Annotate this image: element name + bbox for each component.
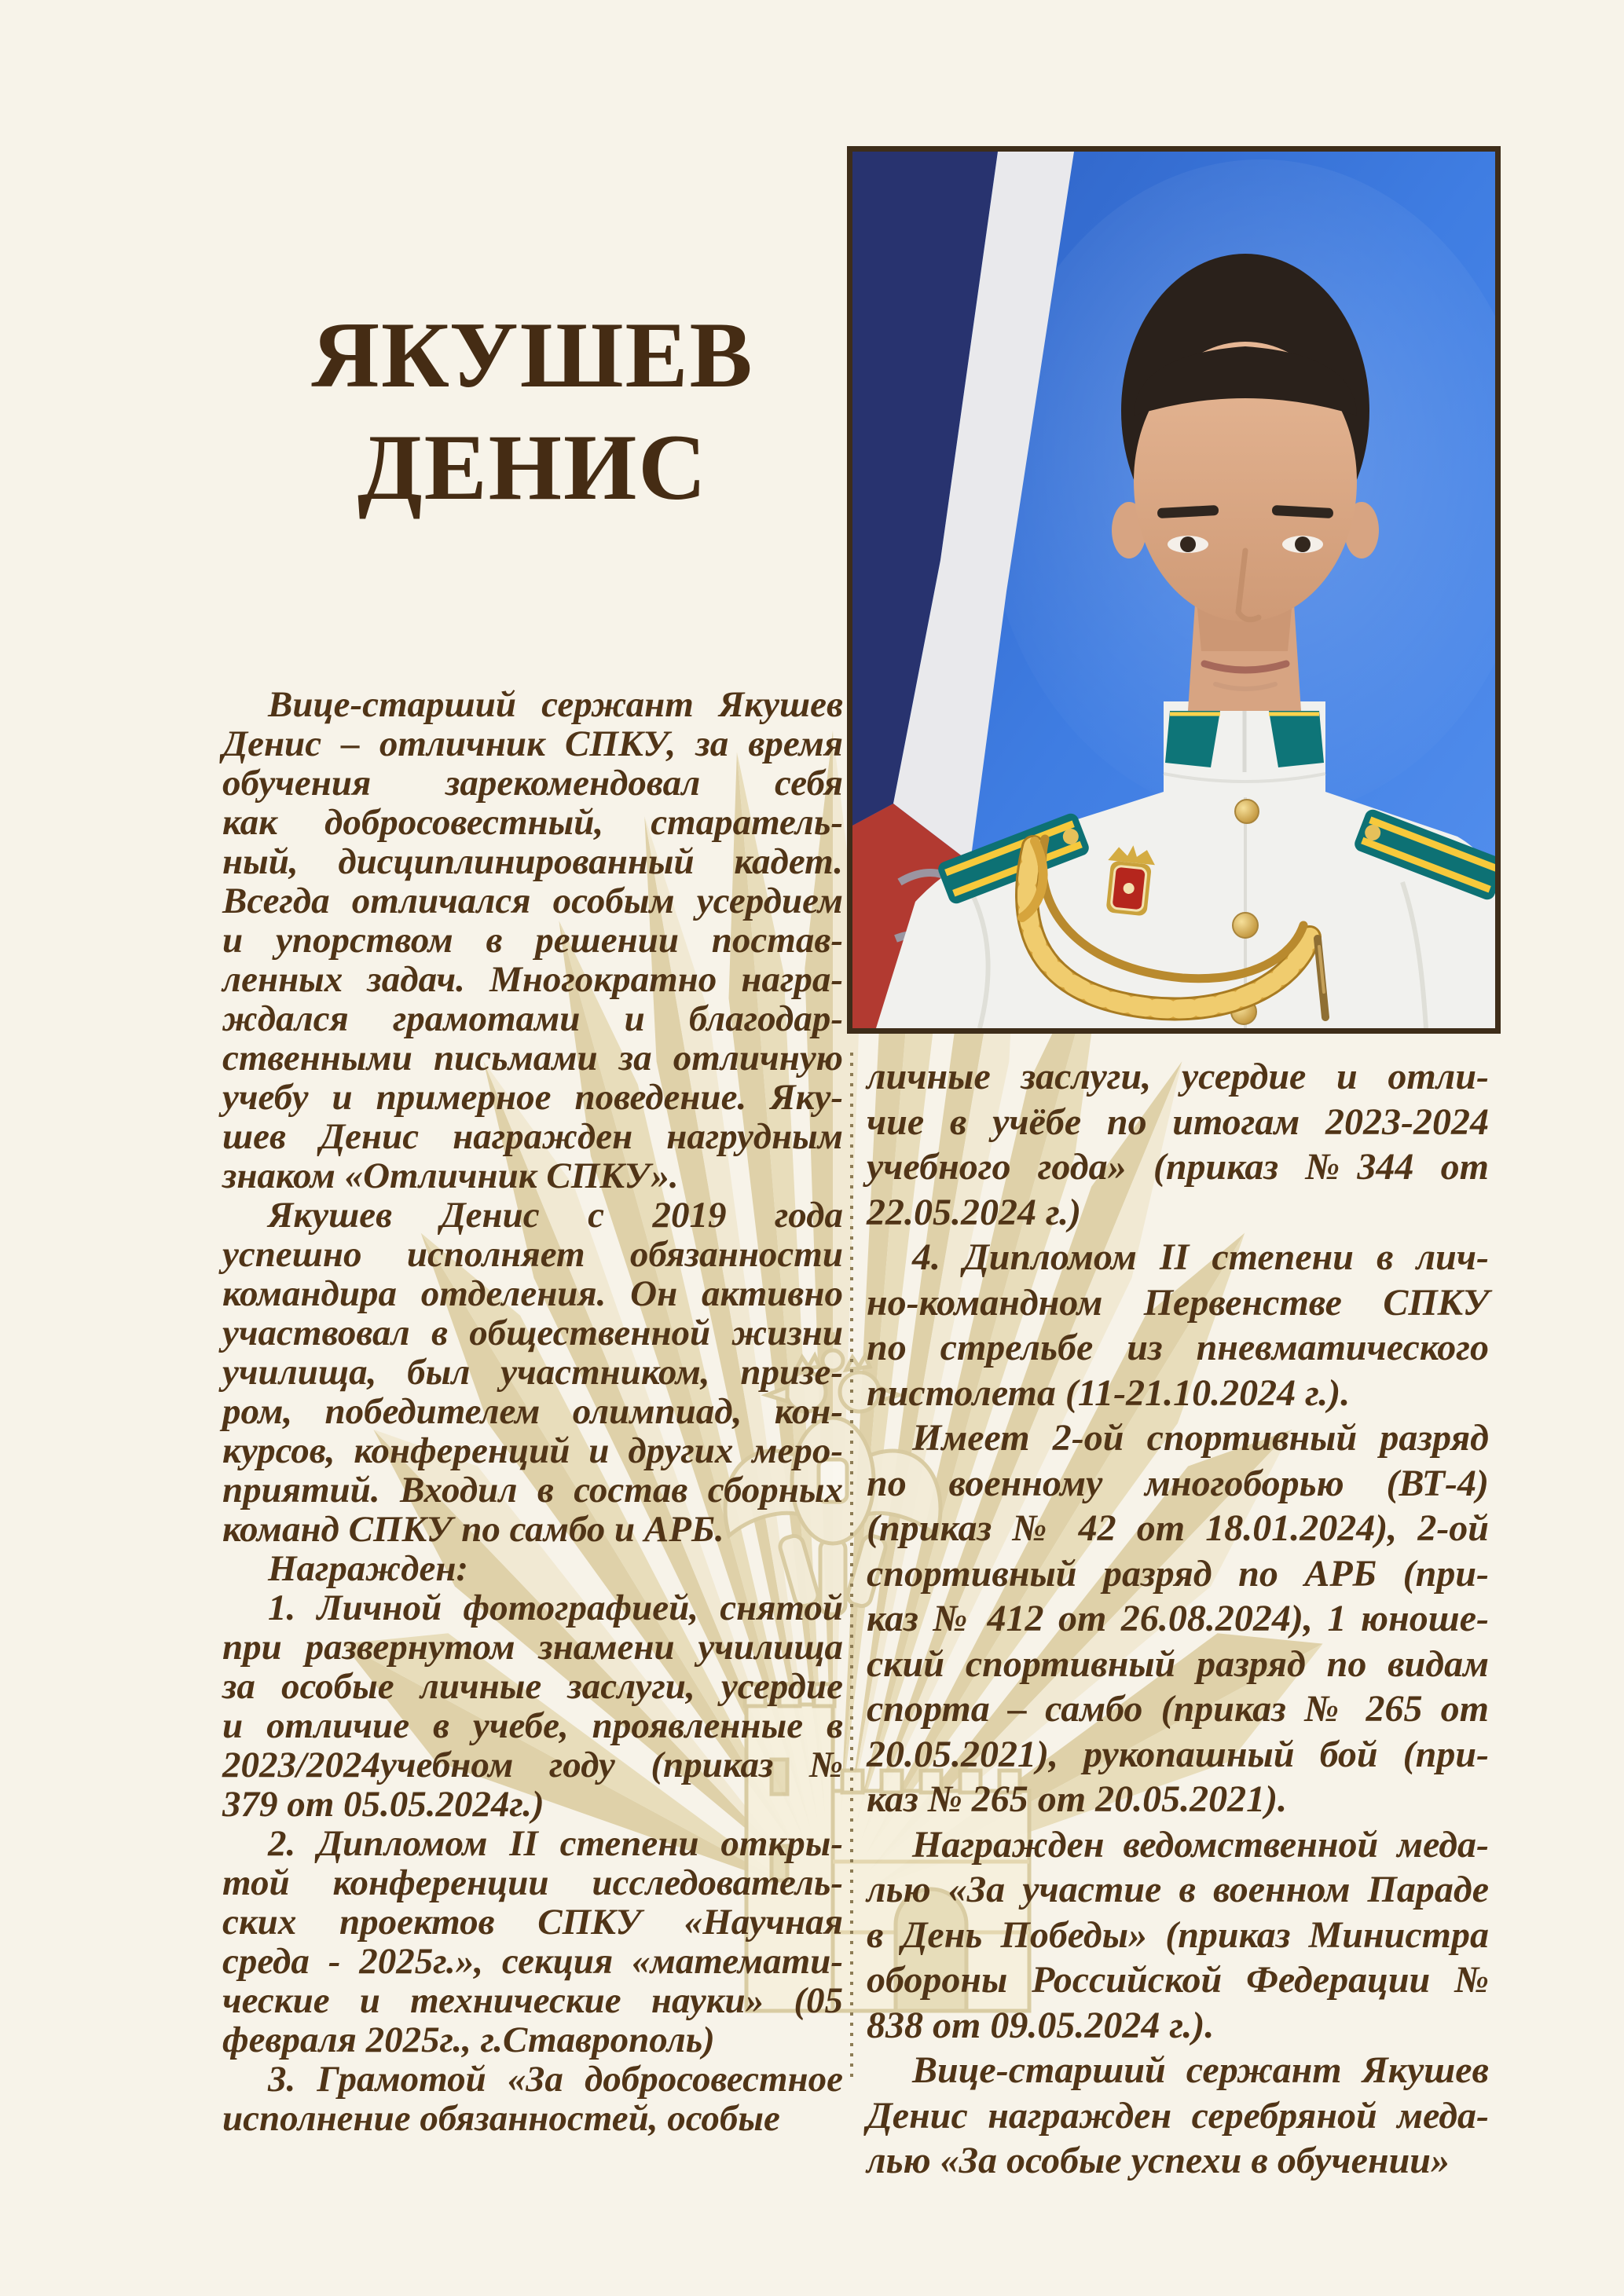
gold-button [1235, 800, 1259, 823]
text-line: команд СПКУ по самбо и АРБ. [222, 1509, 724, 1550]
text-line: приятий. Входил в состав сборных [222, 1470, 843, 1511]
text-line: каз № 265 от 20.05.2021). [867, 1778, 1288, 1820]
paragraph [867, 1235, 1489, 1415]
text-line: за особые личные заслуги, усердие [222, 1666, 843, 1707]
text-line: в День Победы» (приказ Министра [867, 1913, 1489, 1956]
text-line: 2. Дипломом II степени откры- [268, 1823, 843, 1864]
text-line: той конференции исследователь- [222, 1862, 843, 1903]
text-line: лью «За участие в военном Параде [867, 1869, 1489, 1910]
text-line: при развернутом знамени училища [222, 1627, 843, 1668]
text-line: учебного года» (приказ №344 от [867, 1146, 1489, 1188]
text-line: ный, дисциплинированный кадет. [222, 841, 843, 882]
text-line: Денис награжден серебряной меда- [867, 2094, 1489, 2137]
collar-tab-right [1269, 711, 1324, 767]
text-line: спорта – самбо (приказ № 265 от [867, 1688, 1489, 1730]
text-line: Якушев Денис с 2019 года [268, 1195, 843, 1236]
paragraph [222, 1196, 843, 1549]
title-surname: ЯКУШЕВ [311, 302, 754, 408]
paragraph [222, 1549, 843, 1588]
text-line: ских проектов СПКУ «Научная [222, 1902, 843, 1943]
text-line: по стрельбе из пневматического [867, 1327, 1489, 1368]
text-line: 3. Грамотой «За добросовестное [268, 2059, 843, 2100]
gold-button [1233, 913, 1258, 938]
text-line: 4. Дипломом II степени в лич- [912, 1236, 1489, 1278]
text-line: Всегда отличался особым усердием [222, 881, 843, 921]
text-line: успешно исполняет обязанности [222, 1234, 843, 1275]
text-line: ждался грамотами и благодар- [222, 998, 843, 1039]
text-line: шев Денис награжден нагрудным [222, 1116, 843, 1157]
text-line: знаком «Отличник СПКУ». [222, 1155, 679, 1196]
text-line: Вице-старший сержант Якушев [268, 684, 843, 725]
text-line: чие в учёбе по итогам 2023-2024 [867, 1100, 1489, 1143]
text-line: и отличие в учебе, проявленные в [222, 1705, 843, 1746]
text-line: обучения зарекомендовал себя [222, 763, 843, 804]
text-line: 2023/2024учебном году (приказ № [222, 1745, 843, 1785]
text-line: ленных задач. Многократно награ- [222, 959, 843, 1000]
text-line: февраля 2025г., г.Ставрополь) [222, 2020, 715, 2060]
paragraph [867, 2048, 1489, 2184]
text-line: командира отделения. Он активно [222, 1273, 843, 1314]
cadet-portrait-photo [847, 146, 1501, 1034]
text-line: Денис – отличник СПКУ, за время [222, 723, 843, 764]
text-line: Вице-старший сержант Якушев [912, 2049, 1489, 2091]
paragraph [867, 1822, 1489, 2049]
column-divider-dotted [850, 1053, 853, 2083]
text-line: 838 от 09.05.2024 г.). [867, 2004, 1215, 2046]
text-line: спортивный разряд по АРБ (при- [867, 1552, 1489, 1595]
text-line: лью «За особые успехи в обучении» [867, 2140, 1450, 2181]
text-line: участвовал в общественной жизни [222, 1313, 843, 1353]
text-line: ческие и технические науки» (05 [222, 1980, 843, 2021]
text-line: курсов, конференций и других меро- [222, 1430, 843, 1471]
text-line: и упорством в решении постав- [222, 920, 843, 961]
collar-tab-left [1165, 711, 1220, 767]
text-line: каз № 412 от 26.08.2024), 1 юноше- [867, 1598, 1489, 1639]
text-line: обороны Российской Федерации № [867, 1959, 1489, 2001]
text-line: 379 от 05.05.2024г.) [222, 1784, 544, 1825]
text-line: ственными письмами за отличную [222, 1038, 843, 1078]
title-firstname: ДЕНИС [357, 415, 708, 520]
text-line: Имеет 2-ой спортивный разряд [912, 1417, 1489, 1459]
paragraph [222, 1588, 843, 1824]
text-line: пистолета (11-21.10.2024 г.). [867, 1371, 1351, 1414]
text-line: исполнение обязанностей, особые [222, 2098, 780, 2139]
text-line: ский спортивный разряд по видам [867, 1642, 1489, 1685]
text-line: 20.05.2021), рукопашный бой (при- [867, 1733, 1489, 1775]
text-line: личные заслуги, усердие и отли- [867, 1056, 1489, 1097]
left-column [222, 685, 843, 2138]
paragraph [222, 1824, 843, 2060]
text-line: Награжден: [268, 1548, 469, 1589]
right-column [867, 1054, 1489, 2184]
paragraph [222, 685, 843, 1196]
text-line: (приказ № 42 от 18.01.2024), 2-ой [867, 1507, 1489, 1549]
text-line: 22.05.2024 г.) [867, 1191, 1082, 1233]
text-line: Награжден ведомственной меда- [912, 1823, 1489, 1866]
text-line: учебу и примерное поведение. Яку- [222, 1077, 843, 1118]
paragraph [867, 1054, 1489, 1235]
paragraph [222, 2060, 843, 2138]
text-line: училища, был участником, призе- [222, 1352, 843, 1393]
text-line: среда - 2025г.», секция «математи- [222, 1941, 843, 1982]
text-line: 1. Личной фотографией, снятой [268, 1587, 843, 1628]
text-line: как добросовестный, старатель- [222, 802, 843, 843]
text-line: но-командном Первенстве СПКУ [867, 1281, 1489, 1324]
paragraph [867, 1415, 1489, 1822]
text-line: по военному многоборью (ВТ-4) [867, 1462, 1489, 1504]
cadet-portrait-illustration [852, 152, 1495, 1028]
text-line: ром, победителем олимпиад, кон- [222, 1391, 843, 1432]
page-title [222, 298, 843, 523]
